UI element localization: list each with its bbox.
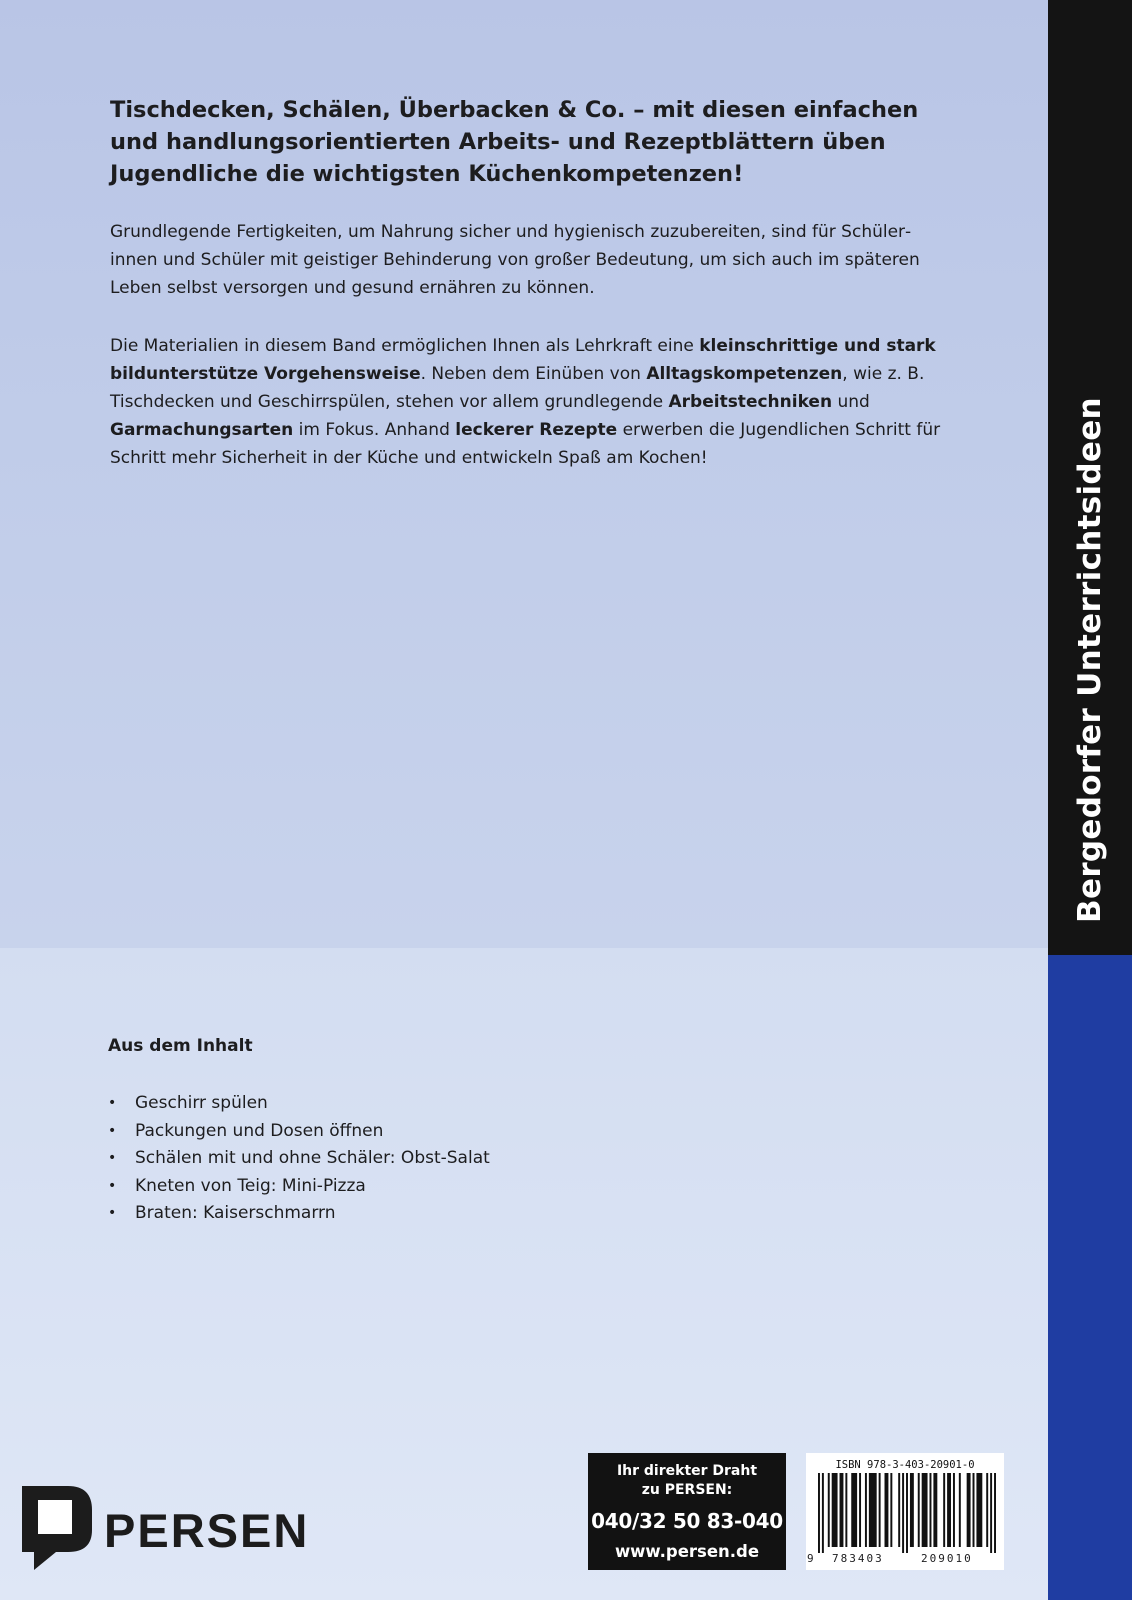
barcode-bar (990, 1473, 992, 1553)
bold-run: kleinschrittige und stark bildunterstütze Vorgehensweise (110, 336, 936, 384)
barcode-bar (832, 1473, 838, 1547)
barcode-bar (840, 1473, 844, 1547)
contents-heading: Aus dem Inhalt (108, 1036, 253, 1056)
spine-blue-band (1048, 955, 1132, 1600)
barcode-bar (828, 1473, 830, 1547)
isbn-barcode (806, 1453, 1004, 1570)
contents-item: • Kneten von Teig: Mini-Pizza (108, 1173, 490, 1201)
barcode-bar (818, 1473, 820, 1553)
barcode-digits-left: 783403 (832, 1552, 884, 1565)
text-run: erwerben die Jugendlichen Schritt für Schritt mehr Sicherheit in der Küche und entwickeln Spaß am Kochen! (110, 420, 941, 468)
hotline-box (588, 1453, 786, 1570)
publisher-website: www.persen.de (614, 1542, 760, 1561)
barcode-bar (890, 1473, 892, 1547)
barcode-bar (822, 1473, 824, 1553)
barcode-bar (885, 1473, 889, 1547)
barcode-bar (933, 1473, 937, 1547)
barcode-bar (869, 1473, 877, 1547)
contents-item: • Packungen und Dosen öffnen (108, 1118, 490, 1146)
bold-run: leckerer Rezepte (455, 420, 618, 440)
text-run: , wie z. B. Tischdecken und Geschirrspülen, stehen vor allem grundlegende (110, 364, 925, 412)
barcode-bar (959, 1473, 961, 1547)
barcode-bar (845, 1473, 847, 1547)
text-run: und (832, 392, 870, 412)
barcode-bar (929, 1473, 931, 1547)
barcode-bar (976, 1473, 982, 1547)
contents-item: • Geschirr spülen (108, 1090, 490, 1118)
barcode-bar (898, 1473, 900, 1547)
text-run: im Fokus. Anhand (293, 420, 456, 440)
barcode-digit-lead: 9 (807, 1552, 814, 1565)
spine-series-title: Bergedorfer Unterrichtsideen (1072, 397, 1108, 923)
hotline-label-line2: zu PERSEN: (641, 1482, 733, 1498)
barcode-bar (902, 1473, 904, 1553)
isbn-text: ISBN 978-3-403-20901-0 (835, 1459, 975, 1471)
contents-item: • Braten: Kaiserschmarrn (108, 1200, 490, 1228)
contents-item: • Schälen mit und ohne Schäler: Obst-Salat (108, 1145, 490, 1173)
barcode-bar (943, 1473, 945, 1547)
bold-run: Arbeitstechniken (668, 392, 833, 412)
paragraph-intro: Grundlegende Fertigkeiten, um Nahrung sicher und hygienisch zuzubereiten, sind für Schülerinnen und Schüler mit geistiger Behinderung von großer Bedeutung, um sich auch im späteren Leben selbst versorgen und gesund ernähren zu können. (110, 222, 920, 298)
publisher-name: PERSEN (104, 1504, 310, 1557)
barcode-bar (906, 1473, 908, 1553)
hotline-label-line1: Ihr direkter Draht (616, 1463, 758, 1479)
barcode-bar (918, 1473, 920, 1547)
bold-run: Garmachungsarten (110, 420, 294, 440)
hotline-phone: 040/32 50 83-040 (591, 1509, 783, 1533)
barcode-bar (947, 1473, 951, 1547)
barcode-bar (879, 1473, 881, 1547)
contents-list (108, 1090, 490, 1228)
barcode-bar (851, 1473, 857, 1547)
barcode-bar (994, 1473, 996, 1553)
lead-text: Tischdecken, Schälen, Überbacken & Co. – mit diesen einfachen und handlungsorientierten Arbeits- und Rezeptblättern üben Jugendliche die wichtigsten Küchenkompetenzen! (110, 97, 919, 187)
barcode-bar (967, 1473, 971, 1547)
barcode-bar (953, 1473, 955, 1547)
barcode-bar (865, 1473, 867, 1547)
text-run: . Neben dem Einüben von (420, 364, 647, 384)
text-run: Die Materialien in diesem Band ermöglichen Ihnen als Lehrkraft eine (110, 336, 700, 356)
bold-run: Alltagskompetenzen (646, 364, 843, 384)
barcode-bars (818, 1473, 996, 1553)
barcode-bar (973, 1473, 975, 1547)
persen-logo-icon (22, 1486, 92, 1570)
barcode-bar (986, 1473, 988, 1547)
barcode-bar (922, 1473, 928, 1547)
barcode-digits-right: 209010 (921, 1552, 973, 1565)
barcode-bar (910, 1473, 914, 1547)
barcode-bar (859, 1473, 861, 1547)
paragraph-materials (110, 332, 950, 472)
